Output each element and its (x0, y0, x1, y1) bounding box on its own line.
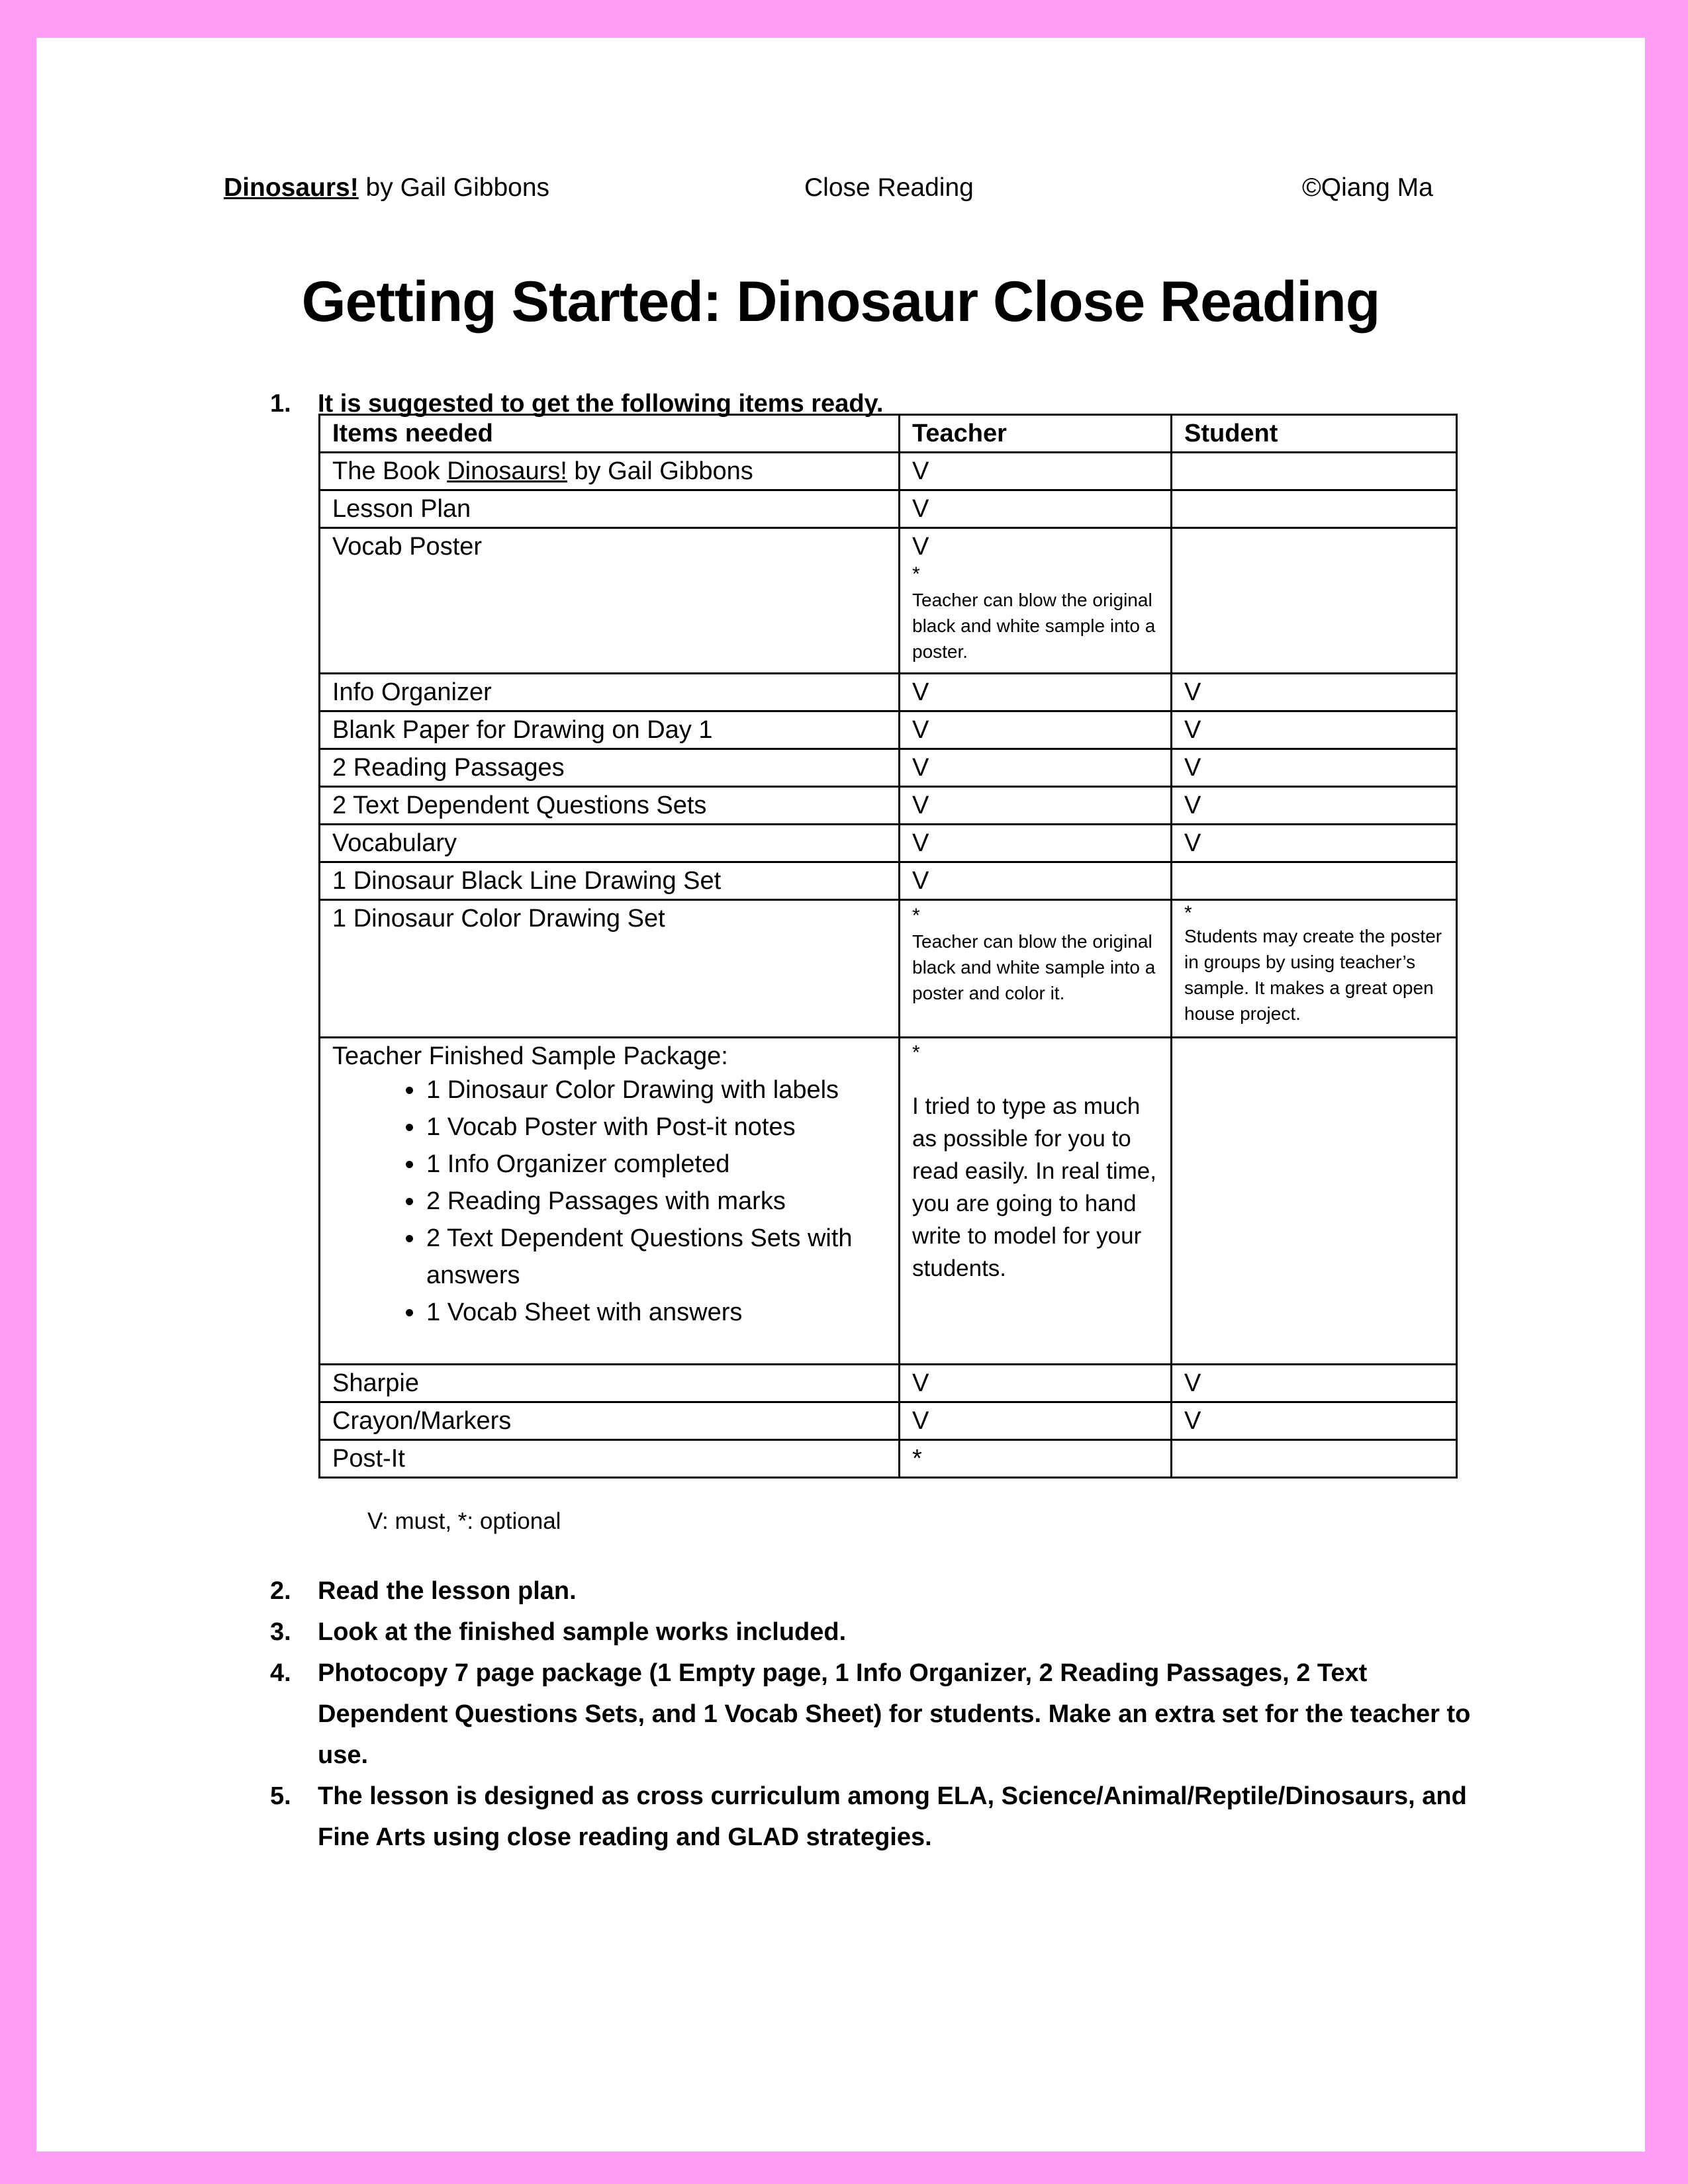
teacher-cell: V (900, 490, 1172, 528)
student-cell (1172, 528, 1457, 674)
item-cell: Info Organizer (320, 674, 900, 711)
header-book-title: Dinosaurs! (224, 173, 359, 202)
table-row (320, 1402, 1457, 1440)
step-text: Photocopy 7 page package (1 Empty page, 1 Info Organizer, 2 Reading Passages, 2 Text Dependent Questions Sets, and 1 Vocab Sheet) for students. Make an extra set for the teacher to use. (318, 1659, 1471, 1769)
teacher-cell (900, 900, 1172, 1038)
table-row (320, 711, 1457, 749)
step-number: 1. (270, 390, 291, 418)
header-teacher: Teacher (900, 415, 1172, 453)
step-number: 5. (270, 1782, 291, 1810)
package-title: Teacher Finished Sample Package: (332, 1042, 728, 1070)
header-student: Student (1172, 415, 1457, 453)
teacher-cell: V (900, 825, 1172, 862)
item-book-title: Dinosaurs! (447, 457, 567, 485)
student-cell: V (1172, 749, 1457, 787)
student-cell: V (1172, 787, 1457, 825)
student-cell: V (1172, 674, 1457, 711)
step-number: 3. (270, 1618, 291, 1646)
item-cell: Vocabulary (320, 825, 900, 862)
item-cell: 2 Text Dependent Questions Sets (320, 787, 900, 825)
teacher-cell: V (900, 453, 1172, 490)
item-cell: Crayon/Markers (320, 1402, 900, 1440)
teacher-cell: V (900, 674, 1172, 711)
student-cell (1172, 453, 1457, 490)
student-cell (1172, 1440, 1457, 1478)
item-cell: Vocab Poster (320, 528, 900, 674)
table-legend: V: must, *: optional (367, 1508, 561, 1534)
student-note: Students may create the poster in groups by using teacher’s sample. It makes a great open house project. (1184, 926, 1442, 1024)
teacher-cell: V (900, 1365, 1172, 1402)
teacher-cell: V (900, 711, 1172, 749)
teacher-cell (900, 1038, 1172, 1365)
teacher-cell (900, 528, 1172, 674)
teacher-note: I tried to type as much as possible for you to read easily. In real time, you are going to hand write to model for your students. (912, 1093, 1156, 1281)
student-cell (1172, 900, 1457, 1038)
list-item: • 1 Vocab Sheet with answers (425, 1294, 886, 1331)
list-item: • 2 Text Dependent Questions Sets with answers (425, 1220, 886, 1294)
teacher-note: Teacher can blow the original black and white sample into a poster. (912, 590, 1156, 662)
step-2 (270, 1570, 1495, 1612)
header-book-author: by Gail Gibbons (358, 173, 550, 202)
item-prefix: The Book (332, 457, 447, 485)
item-cell: Post-It (320, 1440, 900, 1478)
step-5 (270, 1776, 1495, 1858)
table-row (320, 749, 1457, 787)
teacher-cell: V (900, 1402, 1172, 1440)
table-row (320, 900, 1457, 1038)
table-row (320, 1038, 1457, 1365)
step-number: 4. (270, 1659, 291, 1687)
header-copyright: ©Qiang Ma (1302, 173, 1433, 202)
student-cell: V (1172, 1402, 1457, 1440)
item-cell (320, 453, 900, 490)
step-number: 2. (270, 1577, 291, 1605)
teacher-optional-mark: * (912, 563, 920, 585)
student-cell: V (1172, 711, 1457, 749)
step-text: Read the lesson plan. (318, 1577, 577, 1605)
table-row (320, 1440, 1457, 1478)
header-center: Close Reading (804, 173, 974, 202)
item-cell: Lesson Plan (320, 490, 900, 528)
list-item: • 1 Vocab Poster with Post-it notes (425, 1109, 886, 1146)
step-text: The lesson is designed as cross curriculum among ELA, Science/Animal/Reptile/Dinosaurs, and Fine Arts using close reading and GLAD strategies. (318, 1782, 1467, 1851)
item-cell: 1 Dinosaur Black Line Drawing Set (320, 862, 900, 900)
table-row (320, 674, 1457, 711)
teacher-note: Teacher can blow the original black and white sample into a poster and color it. (912, 931, 1156, 1003)
step-4 (270, 1653, 1495, 1776)
student-optional-mark: * (1184, 902, 1192, 924)
teacher-optional-mark: * (912, 1042, 920, 1064)
item-cell: Blank Paper for Drawing on Day 1 (320, 711, 900, 749)
page-title: Getting Started: Dinosaur Close Reading (301, 270, 1380, 334)
teacher-cell: V (900, 787, 1172, 825)
teacher-cell: V (900, 749, 1172, 787)
item-cell: 1 Dinosaur Color Drawing Set (320, 900, 900, 1038)
list-item: • 1 Info Organizer completed (425, 1146, 886, 1183)
item-suffix: by Gail Gibbons (567, 457, 753, 485)
teacher-optional-mark: * (912, 905, 920, 927)
table-row (320, 453, 1457, 490)
step-text: Look at the finished sample works included. (318, 1618, 847, 1646)
student-cell (1172, 1038, 1457, 1365)
header-items-needed: Items needed (320, 415, 900, 453)
table-row (320, 862, 1457, 900)
table-row (320, 1365, 1457, 1402)
list-item: • 2 Reading Passages with marks (425, 1183, 886, 1220)
item-cell: Sharpie (320, 1365, 900, 1402)
page-header (36, 173, 1645, 213)
document-page (36, 38, 1645, 2152)
item-cell (320, 1038, 900, 1365)
header-book (224, 173, 549, 203)
student-cell: V (1172, 825, 1457, 862)
teacher-cell: * (900, 1440, 1172, 1478)
teacher-mark: V (912, 533, 929, 561)
teacher-cell: V (900, 862, 1172, 900)
student-cell (1172, 490, 1457, 528)
table-row (320, 787, 1457, 825)
list-item: • 1 Dinosaur Color Drawing with labels (425, 1071, 886, 1109)
items-table (318, 414, 1458, 1479)
table-row (320, 490, 1457, 528)
table-header-row (320, 415, 1457, 453)
table-row (320, 528, 1457, 674)
step-text: It is suggested to get the following items ready. (318, 390, 884, 418)
item-cell: 2 Reading Passages (320, 749, 900, 787)
step-3 (270, 1612, 1495, 1653)
table-row (320, 825, 1457, 862)
package-list (332, 1071, 886, 1331)
student-cell: V (1172, 1365, 1457, 1402)
student-cell (1172, 862, 1457, 900)
